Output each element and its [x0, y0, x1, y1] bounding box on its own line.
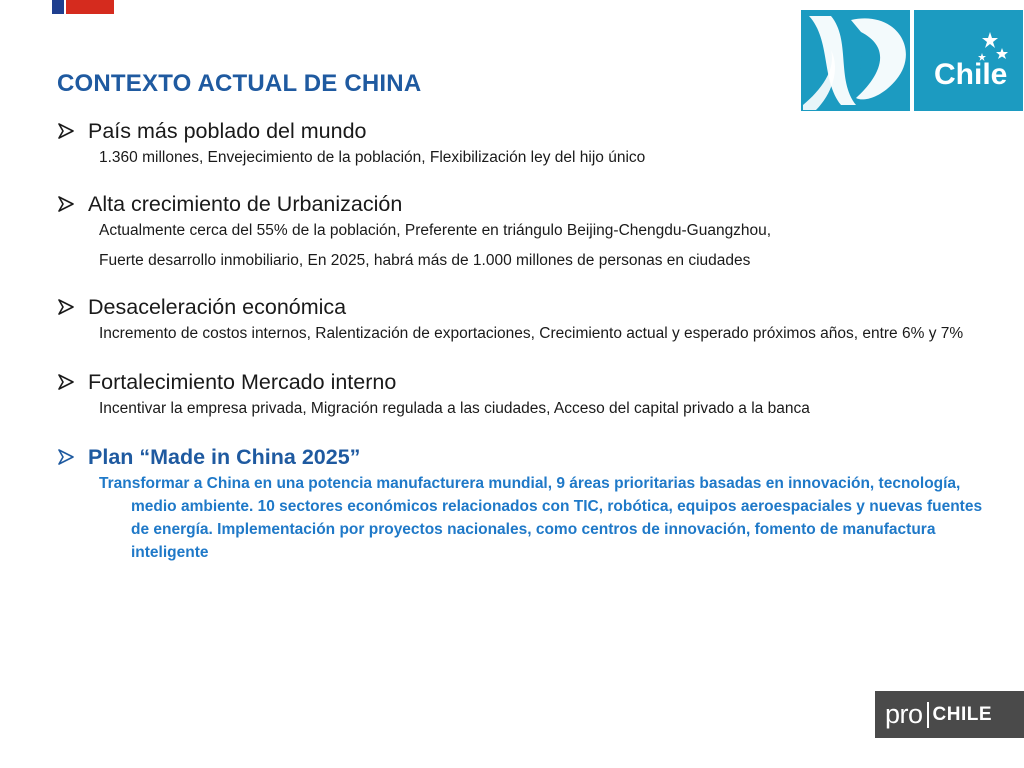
bullet-item — [57, 367, 987, 397]
marca-chile-logo — [801, 10, 1023, 111]
arrow-bullet-icon — [57, 299, 75, 315]
bullet-heading: País más poblado del mundo — [88, 119, 367, 143]
logo-text: Chile — [934, 58, 1008, 91]
slide-title: CONTEXTO ACTUAL DE CHINA — [57, 70, 422, 97]
detail-line: Fuerte desarrollo inmobiliario, En 2025, habrá más de 1.000 millones de personas en ciudades — [99, 252, 751, 269]
bullet-item — [57, 292, 987, 322]
bullet-detail — [57, 322, 987, 345]
detail-line: Transformar a China en una potencia manufacturera mundial, 9 áreas prioritarias basadas en innovación, tecnología, medio ambiente. 10 sectores económicos relacionados con TIC, robótica, equipos aeroespaciales y nuevas fuentes de energía. Implementación por proyectos nacionales, como centros de innovación, fomento de manufactura inteligente — [99, 475, 983, 561]
arrow-bullet-icon — [57, 374, 75, 390]
bullet-list — [57, 116, 987, 564]
bullet-heading: Desaceleración económica — [88, 295, 347, 319]
bullet-detail — [57, 397, 987, 420]
detail-line: Incentivar la empresa privada, Migración regulada a las ciudades, Acceso del capital privado a la banca — [99, 400, 810, 417]
bullet-detail — [57, 219, 987, 272]
bullet-item — [57, 189, 987, 219]
detail-line: 1.360 millones, Envejecimiento de la población, Flexibilización ley del hijo único — [99, 149, 646, 166]
bullet-heading: Fortalecimiento Mercado interno — [88, 370, 397, 394]
badge-divider — [927, 702, 929, 728]
arrow-bullet-icon — [57, 449, 75, 465]
bullet-item-highlight — [57, 442, 987, 472]
bullet-detail — [57, 472, 987, 564]
badge-chile-text: CHILE — [932, 703, 993, 725]
arrow-bullet-icon — [57, 123, 75, 139]
detail-line: Actualmente cerca del 55% de la población, Preferente en triángulo Beijing-Chengdu-Guangzhou, — [99, 222, 772, 239]
chile-flag-strip — [52, 0, 114, 14]
prochile-badge — [875, 691, 1024, 738]
bullet-heading: Alta crecimiento de Urbanización — [88, 192, 403, 216]
badge-pro-text: pro — [885, 699, 923, 729]
arrow-bullet-icon — [57, 196, 75, 212]
bullet-detail — [57, 146, 987, 169]
detail-line: Incremento de costos internos, Ralentización de exportaciones, Crecimiento actual y esperado próximos años, entre 6% y 7% — [99, 325, 964, 342]
bullet-item — [57, 116, 987, 146]
bullet-heading: Plan “Made in China 2025” — [88, 445, 361, 469]
